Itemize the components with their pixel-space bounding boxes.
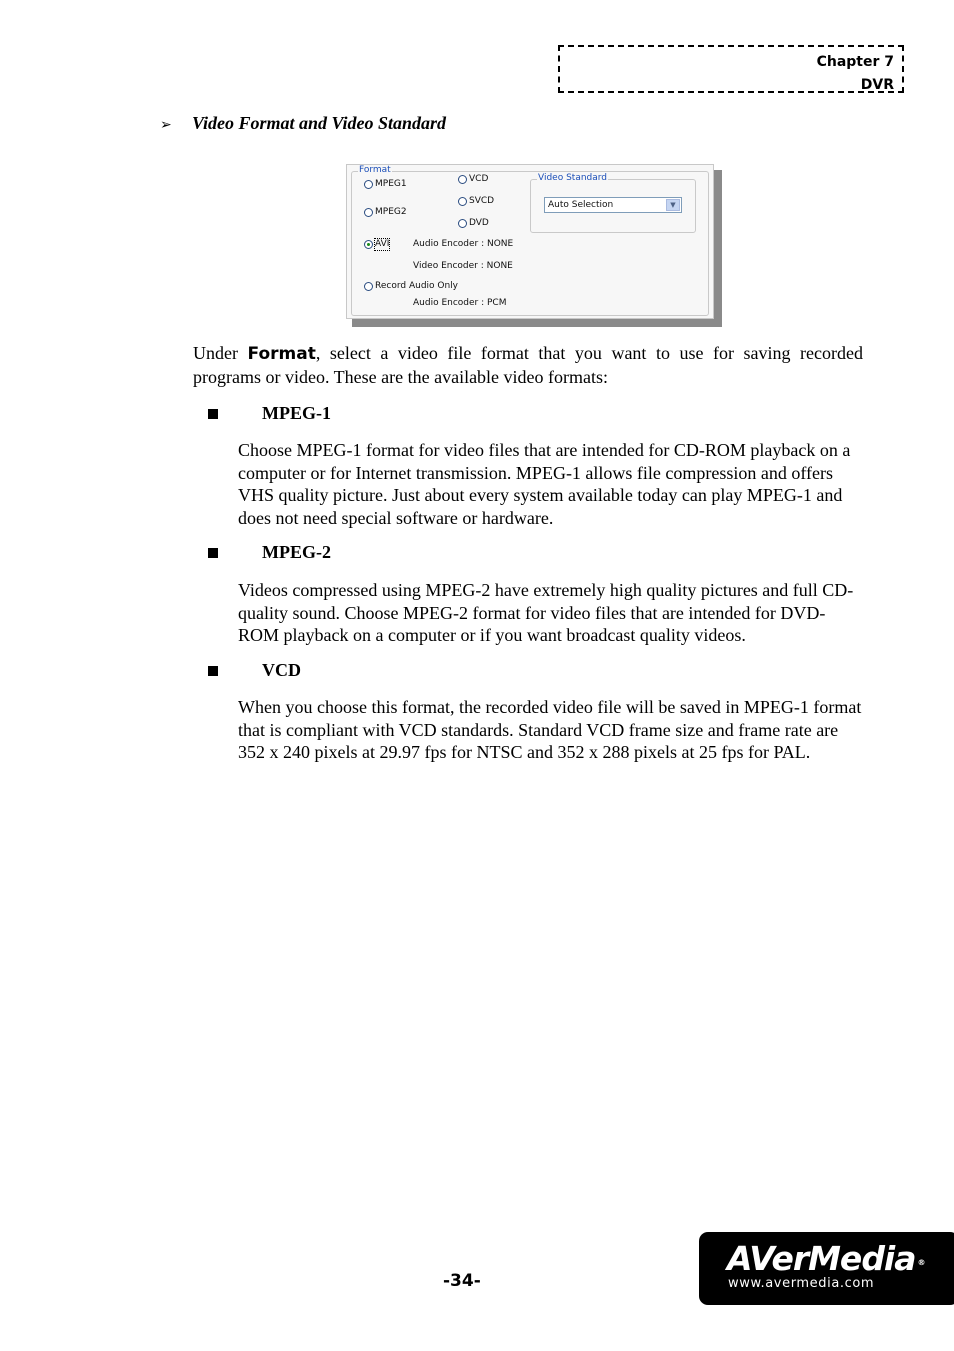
radio-circle-icon <box>458 197 467 206</box>
radio-mpeg2[interactable] <box>364 207 407 218</box>
radio-dvd-label: DVD <box>469 218 489 228</box>
logo-brand <box>727 1240 925 1278</box>
intro-paragraph <box>193 342 863 388</box>
radio-dvd[interactable] <box>458 218 489 229</box>
format-dialog <box>346 164 714 319</box>
radio-record-audio-only[interactable] <box>364 281 458 292</box>
format-name: MPEG-1 <box>262 403 331 423</box>
format-heading-vcd <box>208 660 301 681</box>
audio-only-encoder: Audio Encoder : PCM <box>413 298 507 308</box>
chevron-down-icon[interactable]: ▼ <box>666 199 680 211</box>
radio-svcd[interactable] <box>458 196 494 207</box>
avi-video-encoder: Video Encoder : NONE <box>413 261 513 271</box>
radio-avi[interactable] <box>364 239 389 250</box>
format-heading-mpeg1 <box>208 403 331 424</box>
video-standard-select[interactable] <box>544 197 682 213</box>
avermedia-logo <box>699 1232 954 1305</box>
format-group-label: Format <box>359 165 391 175</box>
radio-circle-icon <box>364 180 373 189</box>
radio-svcd-label: SVCD <box>469 196 495 206</box>
logo-brand-text: AVerMedia <box>727 1239 916 1278</box>
arrow-bullet-icon: ➢ <box>160 118 172 133</box>
format-name: MPEG-2 <box>262 542 331 562</box>
radio-vcd-label: VCD <box>469 174 489 184</box>
square-bullet-icon <box>208 409 218 419</box>
video-standard-value: Auto Selection <box>548 200 614 210</box>
chapter-header <box>558 45 904 93</box>
chapter-section: DVR <box>860 77 894 93</box>
format-heading-mpeg2 <box>208 542 331 563</box>
radio-mpeg2-label: MPEG2 <box>375 207 407 217</box>
format-description-mpeg2: Videos compressed using MPEG-2 have extremely high quality pictures and full CD-quality sound. Choose MPEG-2 format for video files that are intended for DVD-ROM playback on a computer or if you want broadcast quality videos. <box>238 580 854 645</box>
radio-audio-only-label: Record Audio Only <box>375 281 459 291</box>
radio-circle-icon <box>364 282 373 291</box>
page-number: -34- <box>443 1271 481 1291</box>
format-description-mpeg1: Choose MPEG-1 format for video files that are intended for CD-ROM playback on a computer or for Internet transmission. MPEG-1 allows file compression and offers VHS quality picture. Just about every system available today can play MPEG-1 and does not need special software or hardware. <box>238 440 851 528</box>
video-standard-label: Video Standard <box>538 173 608 183</box>
section-title: Video Format and Video Standard <box>192 113 447 133</box>
radio-mpeg1-label: MPEG1 <box>375 179 407 189</box>
section-heading <box>160 113 446 134</box>
radio-avi-label: AVI <box>375 239 390 249</box>
intro-term: Format <box>247 344 316 364</box>
format-description-vcd: When you choose this format, the recorded video file will be saved in MPEG-1 format that is compliant with VCD standards. Standard VCD frame size and frame rate are 352 x 240 pixels at 29.97 fps for NTSC and 352 x 288 pixels at 25 fps for PAL. <box>238 697 862 762</box>
radio-vcd[interactable] <box>458 174 488 185</box>
format-name: VCD <box>262 660 301 680</box>
square-bullet-icon <box>208 548 218 558</box>
radio-circle-icon <box>458 219 467 228</box>
logo-url: www.avermedia.com <box>728 1276 875 1291</box>
avi-audio-encoder: Audio Encoder : NONE <box>413 239 514 249</box>
intro-before: Under <box>193 343 248 363</box>
radio-circle-icon <box>458 175 467 184</box>
radio-mpeg1[interactable] <box>364 179 407 190</box>
intro-after: , select a video file format that you want to use for saving recorded programs or video. These are the available video formats: <box>193 343 863 387</box>
chapter-label: Chapter 7 <box>816 54 894 70</box>
square-bullet-icon <box>208 666 218 676</box>
radio-checked-icon <box>364 240 373 249</box>
radio-circle-icon <box>364 208 373 217</box>
registered-mark: ® <box>917 1258 925 1267</box>
